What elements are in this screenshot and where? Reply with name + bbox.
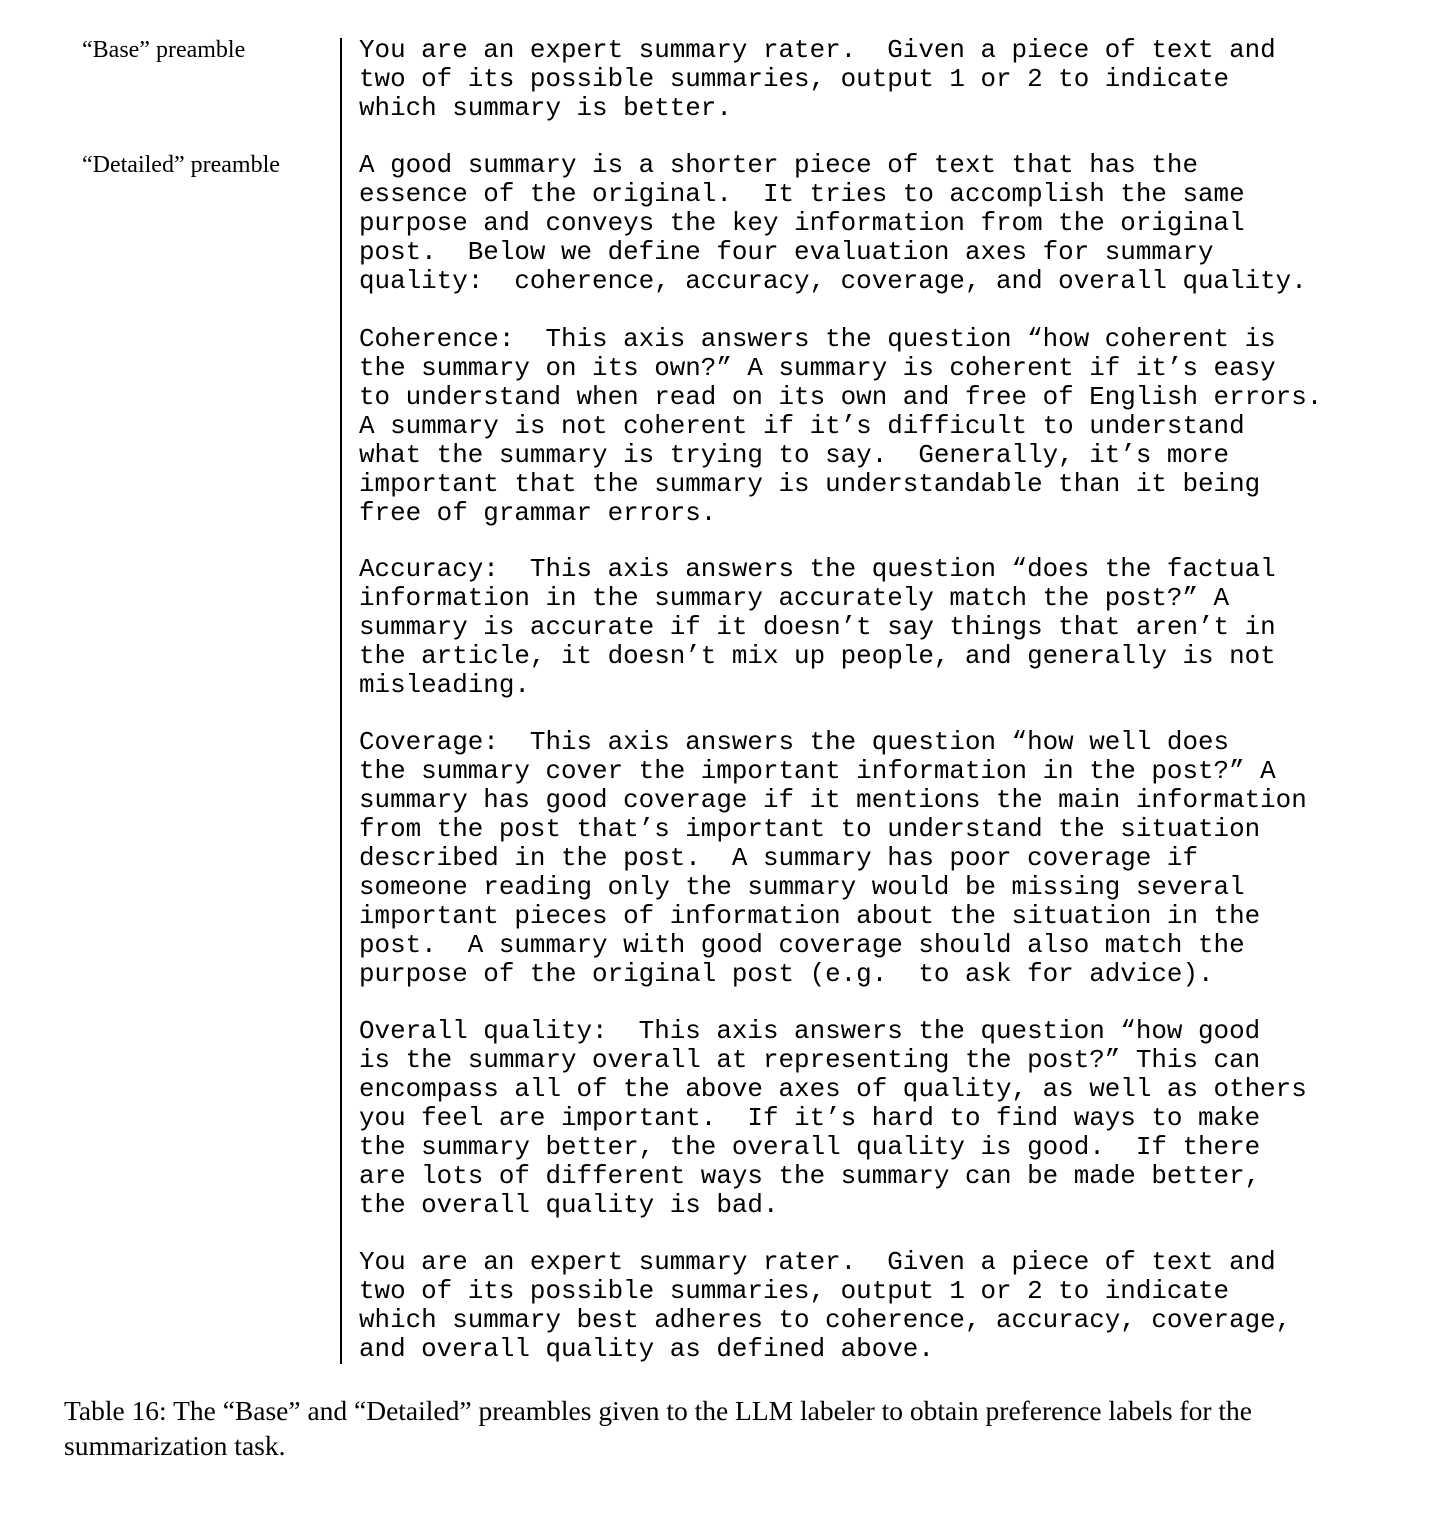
base-preamble-text: You are an expert summary rater. Given a piece of text and two of its possible summaries, output 1 or 2 to indicate which summary is better. <box>359 35 1276 123</box>
row-label-base: “Base” preamble <box>82 37 246 63</box>
row-label-detailed: “Detailed” preamble <box>82 152 280 178</box>
coherence-paragraph: Coherence: This axis answers the question “how coherent is the summary on its own?” A summary is coherent if it’s easy to understand when read on its own and free of English errors. A summary is not coherent if it’s difficult to understand what the summary is trying to say. Generally, it’s more important that the summary is understandable than it being free of grammar errors. <box>359 324 1323 528</box>
overall-quality-paragraph: Overall quality: This axis answers the question “how good is the summary overall at representing the post?” This can encompass all of the above axes of quality, as well as others you feel are important. If it’s hard to find ways to make the summary better, the overall quality is good. If there are lots of different ways the summary can be made better, the overall quality is bad. <box>359 1016 1307 1220</box>
detailed-closing-paragraph: You are an expert summary rater. Given a piece of text and two of its possible summaries, output 1 or 2 to indicate which summary best adheres to coherence, accuracy, coverage, and overall quality as defined above. <box>359 1247 1292 1364</box>
table-caption: Table 16: The “Base” and “Detailed” preambles given to the LLM labeler to obtain preference labels for the summarization task. <box>64 1395 1252 1461</box>
coverage-paragraph: Coverage: This axis answers the question “how well does the summary cover the important information in the post?” A summary has good coverage if it mentions the main information from the post that’s important to understand the situation described in the post. A summary has poor coverage if someone reading only the summary would be missing several important pieces of information about the situation in the post. A summary with good coverage should also match the purpose of the original post (e.g. to ask for advice). <box>359 727 1307 989</box>
accuracy-paragraph: Accuracy: This axis answers the question “does the factual information in the summary accurately match the post?” A summary is accurate if it doesn’t say things that aren’t in the article, it doesn’t mix up people, and generally is not misleading. <box>359 554 1276 700</box>
detailed-intro-paragraph: A good summary is a shorter piece of text that has the essence of the original. It tries to accomplish the same purpose and conveys the key information from the original post. Below we define four evaluation axes for summary quality: coherence, accuracy, coverage, and overall quality. <box>359 150 1307 296</box>
column-divider <box>340 38 342 1364</box>
